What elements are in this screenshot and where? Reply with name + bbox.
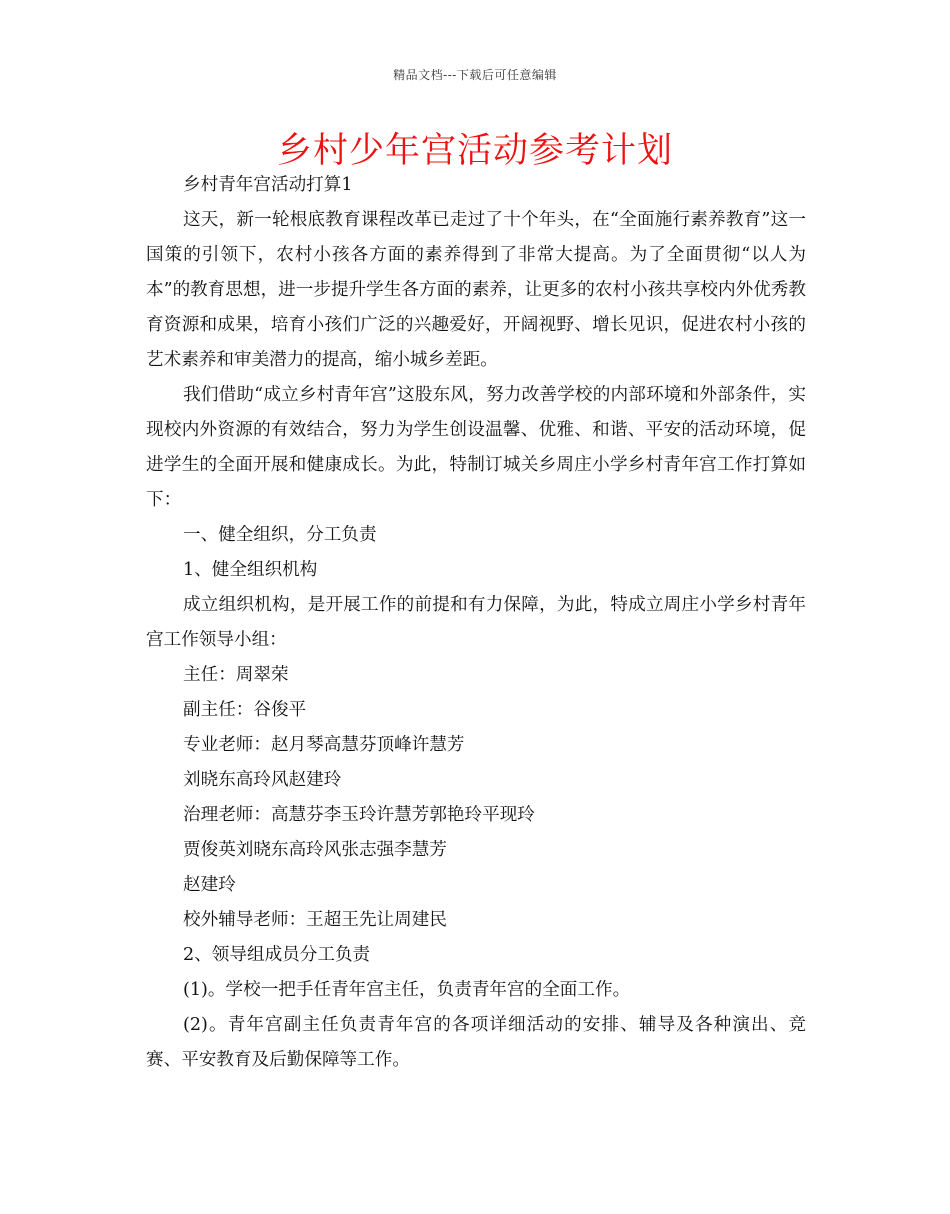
section-heading: 一、健全组织，分工负责 [183, 525, 377, 545]
paragraph: 成立组织机构，是开展工作的前提和有力保障，为此，特成立周庄小学乡村青年宫工作领导小组： [146, 595, 806, 650]
document-body [146, 168, 806, 1078]
list-item: 主任：周翠荣 [183, 665, 289, 685]
list-item: 专业老师：赵月琴高慧芬顶峰许慧芳 [183, 735, 465, 755]
paragraph: 这天，新一轮根底教育课程改革已走过了十个年头，在“全面施行素养教育”这一国策的引领下，农村小孩各方面的素养得到了非常大提高。为了全面贯彻“以人为本”的教育思想，进一步提升学生各方面的素养，让更多的农村小孩共享校内外优秀教育资源和成果，培育小孩们广泛的兴趣爱好，开阔视野、增长见识，促进农村小孩的艺术素养和审美潜力的提高，缩小城乡差距。 [146, 210, 806, 370]
list-item: 刘晓东高玲风赵建玲 [183, 770, 342, 790]
header-note: 精品文档---下载后可任意编辑 [393, 68, 557, 82]
paragraph: 乡村青年宫活动打算1 [183, 175, 353, 195]
list-item: 副主任：谷俊平 [183, 700, 307, 720]
list-item: 赵建玲 [183, 875, 236, 895]
paragraph: (2)。青年宫副主任负责青年宫的各项详细活动的安排、辅导及各种演出、竞赛、平安教育及后勤保障等工作。 [146, 1015, 806, 1070]
list-item: 治理老师：高慧芬李玉玲许慧芳郭艳玲平现玲 [183, 805, 535, 825]
list-item: 贾俊英刘晓东高玲风张志强李慧芳 [183, 840, 447, 860]
paragraph: (1)。学校一把手任青年宫主任，负责青年宫的全面工作。 [183, 980, 631, 1000]
document-title: 乡村少年宫活动参考计划 [276, 131, 673, 171]
subsection-heading: 2、领导组成员分工负责 [183, 945, 371, 965]
paragraph: 我们借助“成立乡村青年宫”这股东风，努力改善学校的内部环境和外部条件，实现校内外资源的有效结合，努力为学生创设温馨、优雅、和谐、平安的活动环境，促进学生的全面开展和健康成长。为此，特制订城关乡周庄小学乡村青年宫工作打算如下： [146, 385, 806, 510]
subsection-heading: 1、健全组织机构 [183, 560, 318, 580]
list-item: 校外辅导老师：王超王先让周建民 [183, 910, 447, 930]
